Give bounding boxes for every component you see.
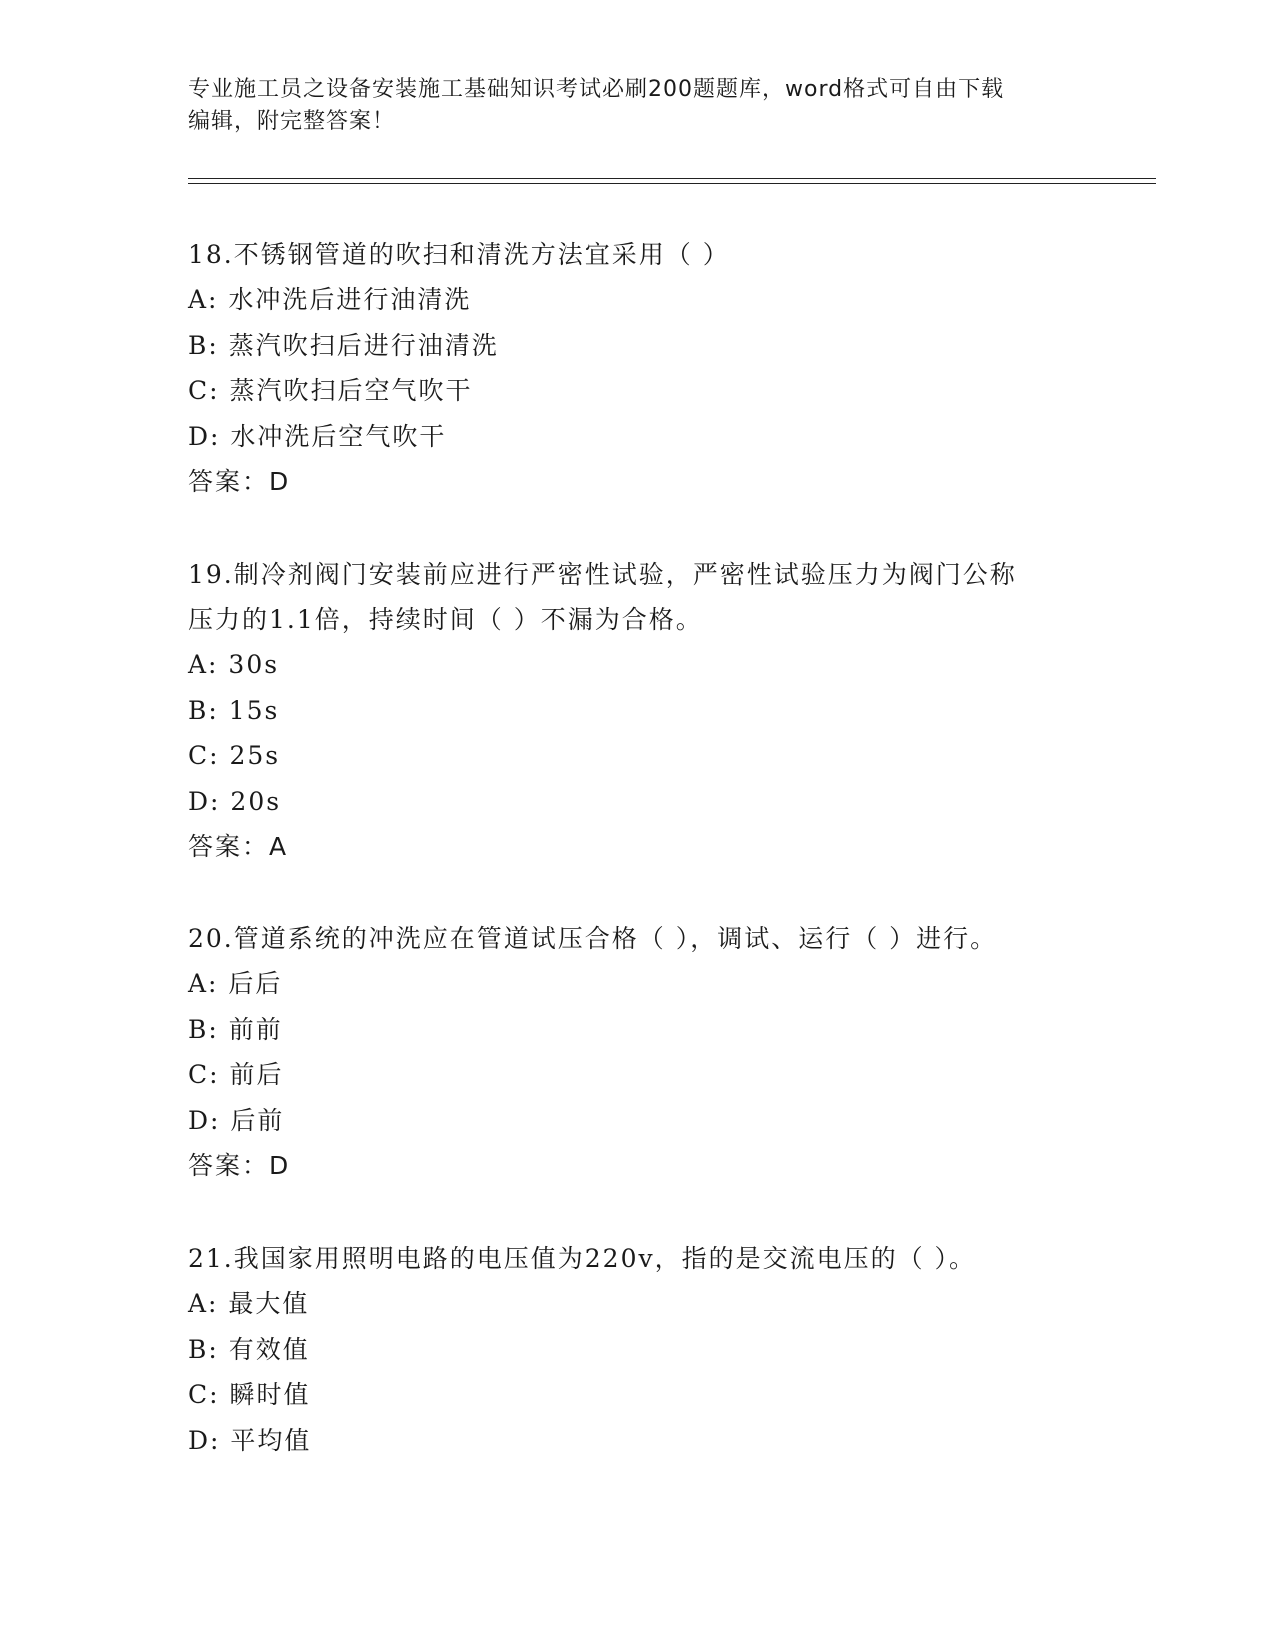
option-c: C: 瞬时值 — [188, 1380, 311, 1409]
answer: 答案：D — [188, 467, 291, 496]
question-19 — [188, 552, 1088, 869]
question-stem: 18.不锈钢管道的吹扫和清洗方法宜采用（ ） — [188, 240, 730, 269]
header-line-1: 专业施工员之设备安装施工基础知识考试必刷200题题库，word格式可自由下载 — [188, 77, 1005, 102]
option-a: A: 30s — [188, 650, 280, 679]
question-stem: 21.我国家用照明电路的电压值为220v，指的是交流电压的（ ）。 — [188, 1244, 977, 1273]
answer: 答案：D — [188, 1151, 291, 1180]
option-c: C: 前后 — [188, 1060, 284, 1089]
option-d: D: 后前 — [188, 1105, 285, 1135]
option-b: B: 前前 — [188, 1014, 283, 1044]
header-divider-top — [188, 178, 1156, 179]
option-d: D: 平均值 — [188, 1425, 312, 1455]
question-stem-line-2: 压力的1.1倍，持续时间（ ）不漏为合格。 — [188, 605, 703, 634]
option-c: C: 25s — [188, 741, 281, 770]
option-a: A: 水冲洗后进行油清洗 — [188, 285, 472, 314]
question-21 — [188, 1236, 1088, 1463]
option-a: A: 最大值 — [188, 1289, 310, 1318]
answer: 答案：A — [188, 832, 289, 861]
option-b: B: 有效值 — [188, 1334, 310, 1364]
option-b: B: 蒸汽吹扫后进行油清洗 — [188, 330, 499, 360]
document-header — [188, 74, 1068, 138]
option-c: C: 蒸汽吹扫后空气吹干 — [188, 376, 473, 405]
question-20 — [188, 916, 1088, 1188]
question-stem: 20.管道系统的冲洗应在管道试压合格（ ），调试、运行（ ）进行。 — [188, 924, 998, 953]
question-18 — [188, 232, 1088, 504]
option-b: B: 15s — [188, 695, 280, 725]
header-line-2: 编辑，附完整答案！ — [188, 109, 396, 134]
option-a: A: 后后 — [188, 969, 283, 998]
option-d: D: 20s — [188, 786, 282, 816]
header-divider-bottom — [188, 183, 1156, 184]
question-stem-line-1: 19.制冷剂阀门安装前应进行严密性试验，严密性试验压力为阀门公称 — [188, 560, 1017, 589]
option-d: D: 水冲洗后空气吹干 — [188, 421, 447, 451]
